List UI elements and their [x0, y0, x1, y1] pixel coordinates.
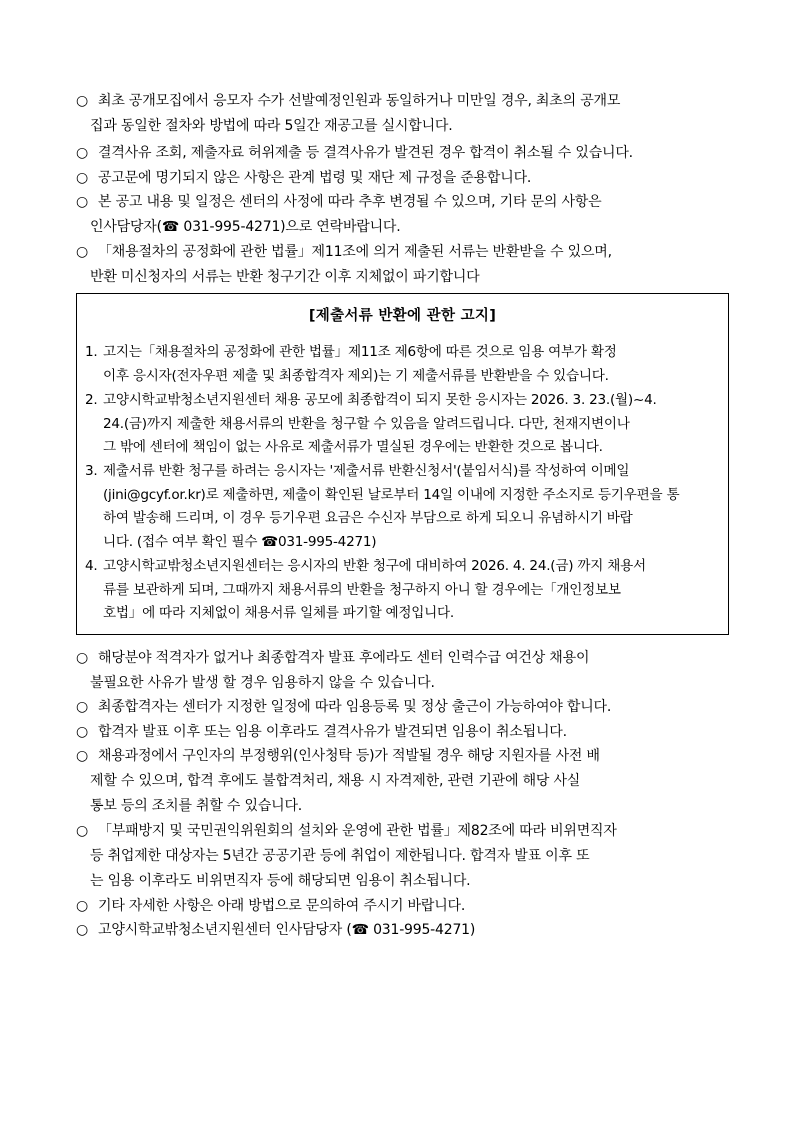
document-return-notice-box: [76, 293, 729, 635]
circle-bullet-icon: ○: [76, 922, 89, 938]
circle-bullet-icon: ○: [76, 699, 89, 715]
circle-bullet-icon: ○: [76, 244, 89, 260]
bullet-item: ○ 해당분야 적격자가 없거나 최종합격자 발표 후에라도 센터 인력수급 여건상 채용이 불필요한 사유가 발생 할 경우 임용하지 않을 수 있습니다.: [76, 646, 736, 696]
circle-bullet-icon: ○: [76, 93, 89, 109]
bullet-item: ○ 기타 자세한 사항은 아래 방법으로 문의하여 주시기 바랍니다.: [76, 894, 736, 919]
bullet-item: ○ 채용과정에서 구인자의 부정행위(인사청탁 등)가 적발될 경우 해당 지원자를 사전 배 제할 수 있으며, 합격 후에도 불합격처리, 채용 시 자격제한, 관련 기관에 해당 사실 통보 등의 조치를 취할 수 있습니다.: [76, 744, 736, 819]
contact-line: ○ 고양시학교밖청소년지원센터 인사담당자 (☎ 031-995-4271): [76, 918, 736, 943]
circle-bullet-icon: ○: [76, 194, 89, 210]
bullet-item: ○ 합격자 발표 이후 또는 임용 이후라도 결격사유가 발견되면 임용이 취소됩니다.: [76, 720, 736, 745]
circle-bullet-icon: ○: [76, 823, 89, 839]
notice-item: 3. 제출서류 반환 청구를 하려는 응시자는 '제출서류 반환신청서'(붙임서식)를 작성하여 이메일 (jini@gcyf.or.kr)로 제출하면, 제출이 확인된 날로부터 14일 이내에 지정한 주소지로 등기우편을 통 하여 발송해 드리며, 이 경우 등기우편 요금은 수신자 부담으로 하게 되오니 유념하시기 바랍 니다. (접수 여부 확인 필수 ☎031-995-4271): [85, 463, 680, 550]
notice-item: 4. 고양시학교밖청소년지원센터는 응시자의 반환 청구에 대비하여 2026. 4. 24.(금) 까지 채용서 류를 보관하게 되며, 그때까지 채용서류의 반환을 청구하지 아니 할 경우에는「개인정보보 호법」에 따라 지체없이 채용서류 일체를 파기할 예정입니다.: [85, 558, 646, 622]
bullet-item: ○ 「부패방지 및 국민권익위원회의 설치와 운영에 관한 법률」제82조에 따라 비위면직자 등 취업제한 대상자는 5년간 공공기관 등에 취업이 제한됩니다. 합격자 발표 이후 또 는 임용 이후라도 비위면직자 등에 해당되면 임용이 취소됩니다.: [76, 819, 736, 894]
bullet-item: ○ 「채용절차의 공정화에 관한 법률」제11조에 의거 제출된 서류는 반환받을 수 있으며, 반환 미신청자의 서류는 반환 청구기간 이후 지체없이 파기합니다: [76, 240, 736, 290]
notice-item: 2. 고양시학교밖청소년지원센터 채용 공모에 최종합격이 되지 못한 응시자는 2026. 3. 23.(월)~4. 24.(금)까지 제출한 채용서류의 반환을 청구할 수 있음을 알려드립니다. 다만, 천재지변이나 그 밖에 센터에 책임이 없는 사유로 제출서류가 멸실된 경우에는 반환한 것으로 봅니다.: [85, 392, 657, 456]
bullet-item: ○ 결격사유 조회, 제출자료 허위제출 등 결격사유가 발견된 경우 합격이 취소될 수 있습니다.: [76, 141, 736, 166]
circle-bullet-icon: ○: [76, 898, 89, 914]
bullet-item: ○ 본 공고 내용 및 일정은 센터의 사정에 따라 추후 변경될 수 있으며, 기타 문의 사항은 인사담당자(☎ 031-995-4271)으로 연락바랍니다.: [76, 190, 736, 240]
bullet-item: ○ 공고문에 명기되지 않은 사항은 관계 법령 및 재단 제 규정을 준용합니다.: [76, 166, 736, 191]
circle-bullet-icon: ○: [76, 145, 89, 161]
notice-title: [제출서류 반환에 관한 고지]: [308, 308, 497, 324]
circle-bullet-icon: ○: [76, 724, 89, 740]
circle-bullet-icon: ○: [76, 170, 89, 186]
circle-bullet-icon: ○: [76, 650, 89, 666]
circle-bullet-icon: ○: [76, 748, 89, 764]
bullet-item: ○ 최종합격자는 센터가 지정한 일정에 따라 임용등록 및 정상 출근이 가능하여야 합니다.: [76, 695, 736, 720]
notice-item: 1. 고지는「채용절차의 공정화에 관한 법률」제11조 제6항에 따른 것으로 임용 여부가 확정 이후 응시자(전자우편 제출 및 최종합격자 제외)는 기 제출서류를 반환받을 수 있습니다.: [85, 344, 617, 384]
bullet-item: ○ 최초 공개모집에서 응모자 수가 선발예정인원과 동일하거나 미만일 경우, 최초의 공개모 집과 동일한 절차와 방법에 따라 5일간 재공고를 실시합니다.: [76, 89, 736, 139]
